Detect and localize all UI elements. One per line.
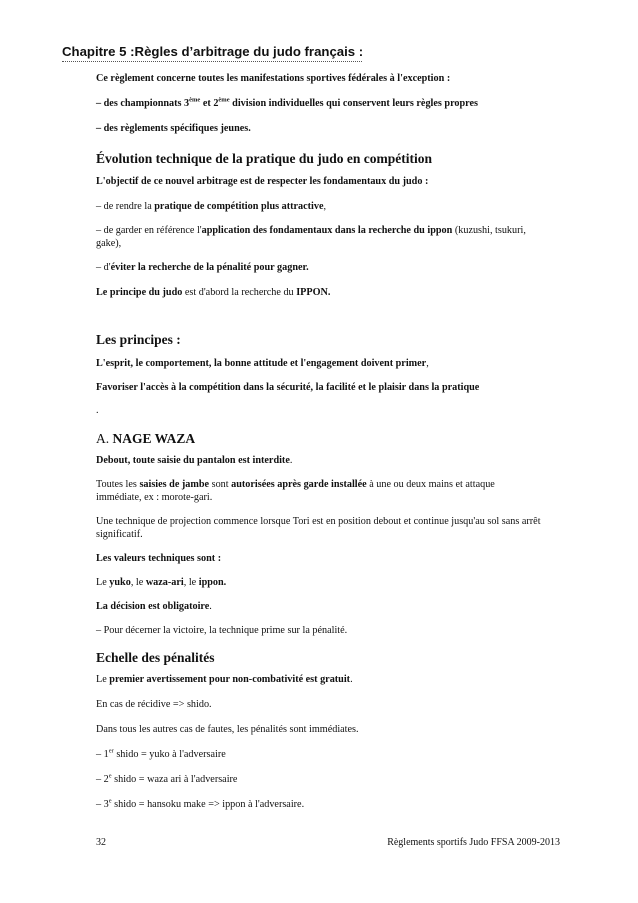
text-segment: . [350,674,353,685]
text-segment: – 1 [96,749,109,760]
intro-line: Ce règlement concerne toutes les manifestations sportives fédérales à l'exception : [96,73,451,84]
text-segment: A. [96,431,113,446]
superscript: er [108,747,114,755]
text-segment: sont [209,479,232,490]
page-number: 32 [96,837,106,848]
list-item [96,773,541,786]
paragraph [96,600,541,613]
text-segment: à une ou deux mains et attaque immédiate, ex : morote-gari. [96,479,495,503]
text-segment: (kuzushi, tsukuri, gake), [96,225,526,249]
chapter-title: Chapitre 5 :Règles d’arbitrage du judo français : [62,44,362,62]
superscript: ème [189,96,201,104]
paragraph [96,576,541,589]
document-body [96,72,541,811]
text-segment: shido = yuko à l'adversaire [113,749,226,760]
list-item [96,748,541,761]
footer-title: Règlements sportifs Judo FFSA 2009-2013 [387,837,560,848]
text-segment: shido = waza ari à l'adversaire [111,774,238,785]
paragraph [96,286,541,299]
text-segment: application des fondamentaux dans la recherche du ippon [201,225,453,236]
section-heading-nage-waza [96,431,541,447]
paragraph [96,478,541,504]
text-segment: , [426,358,429,369]
paragraph [96,673,541,686]
paragraph: Favoriser l'accès à la compétition dans la sécurité, la facilité et le plaisir dans la pratique [96,382,480,393]
text-segment: saisies de jambe [139,479,210,490]
text-segment: Le principe du judo [96,287,183,298]
list-item [96,798,541,811]
text-segment: – 3 [96,799,109,810]
paragraph: En cas de récidive => shido. [96,699,212,710]
paragraph [96,224,541,250]
text-segment: , le [130,577,146,588]
text-segment: autorisées après garde installée [231,479,367,490]
text-segment: NAGE WAZA [112,431,196,446]
paragraph [96,357,541,370]
text-segment: waza-ari [145,577,184,588]
text-segment: – de garder en référence l' [96,225,202,236]
paragraph [96,200,541,213]
text-segment: et 2 [200,98,219,109]
superscript: ème [218,96,230,104]
paragraph: Les valeurs techniques sont : [96,553,222,564]
text-segment: éviter la recherche de la pénalité pour gagner. [110,262,309,273]
text-segment: . [289,455,293,466]
text-segment: division individuelles qui conservent leurs règles propres [229,98,478,109]
text-segment: Le [96,674,110,685]
paragraph: – Pour décerner la victoire, la technique prime sur la pénalité. [96,625,348,636]
section-heading-penalites: Echelle des pénalités [96,650,215,665]
text-segment: , le [183,577,199,588]
section-heading-evolution: Évolution technique de la pratique du judo en compétition [96,151,433,166]
paragraph [96,454,541,467]
text-segment: est d'abord la recherche du [182,287,297,298]
text-segment: shido = hansoku make => ippon à l'adversaire. [111,799,305,810]
paragraph [96,261,541,274]
text-segment: – 2 [96,774,109,785]
text-segment: pratique de compétition plus attractive [154,201,324,212]
text-segment: ippon. [198,577,227,588]
text-segment: Toutes les [96,479,140,490]
text-segment: – d' [96,262,111,273]
text-segment: Debout, toute saisie du pantalon est interdite [96,455,290,466]
text-segment: La décision est obligatoire [96,601,210,612]
intro-line [96,97,541,110]
intro-line: – des règlements spécifiques jeunes. [96,123,251,134]
text-segment: yuko [109,577,131,588]
paragraph: . [96,405,99,416]
paragraph: L'objectif de ce nouvel arbitrage est de respecter les fondamentaux du judo : [96,176,429,187]
text-segment: . [209,601,212,612]
text-segment: IPPON. [296,287,331,298]
text-segment: – des championnats 3 [96,98,190,109]
superscript: e [108,797,112,805]
text-segment: – de rendre la [96,201,155,212]
text-segment: L'esprit, le comportement, la bonne attitude et l'engagement doivent primer [96,358,427,369]
superscript: e [108,772,112,780]
paragraph: Une technique de projection commence lorsque Tori est en position debout et continue jusqu'au sol sans arrêt significatif. [96,516,541,540]
text-segment: , [323,201,327,212]
section-heading-principes: Les principes : [96,332,181,347]
paragraph: Dans tous les autres cas de fautes, les pénalités sont immédiates. [96,724,359,735]
text-segment: premier avertissement pour non-combativité est gratuit [109,674,351,685]
text-segment: Le [96,577,110,588]
